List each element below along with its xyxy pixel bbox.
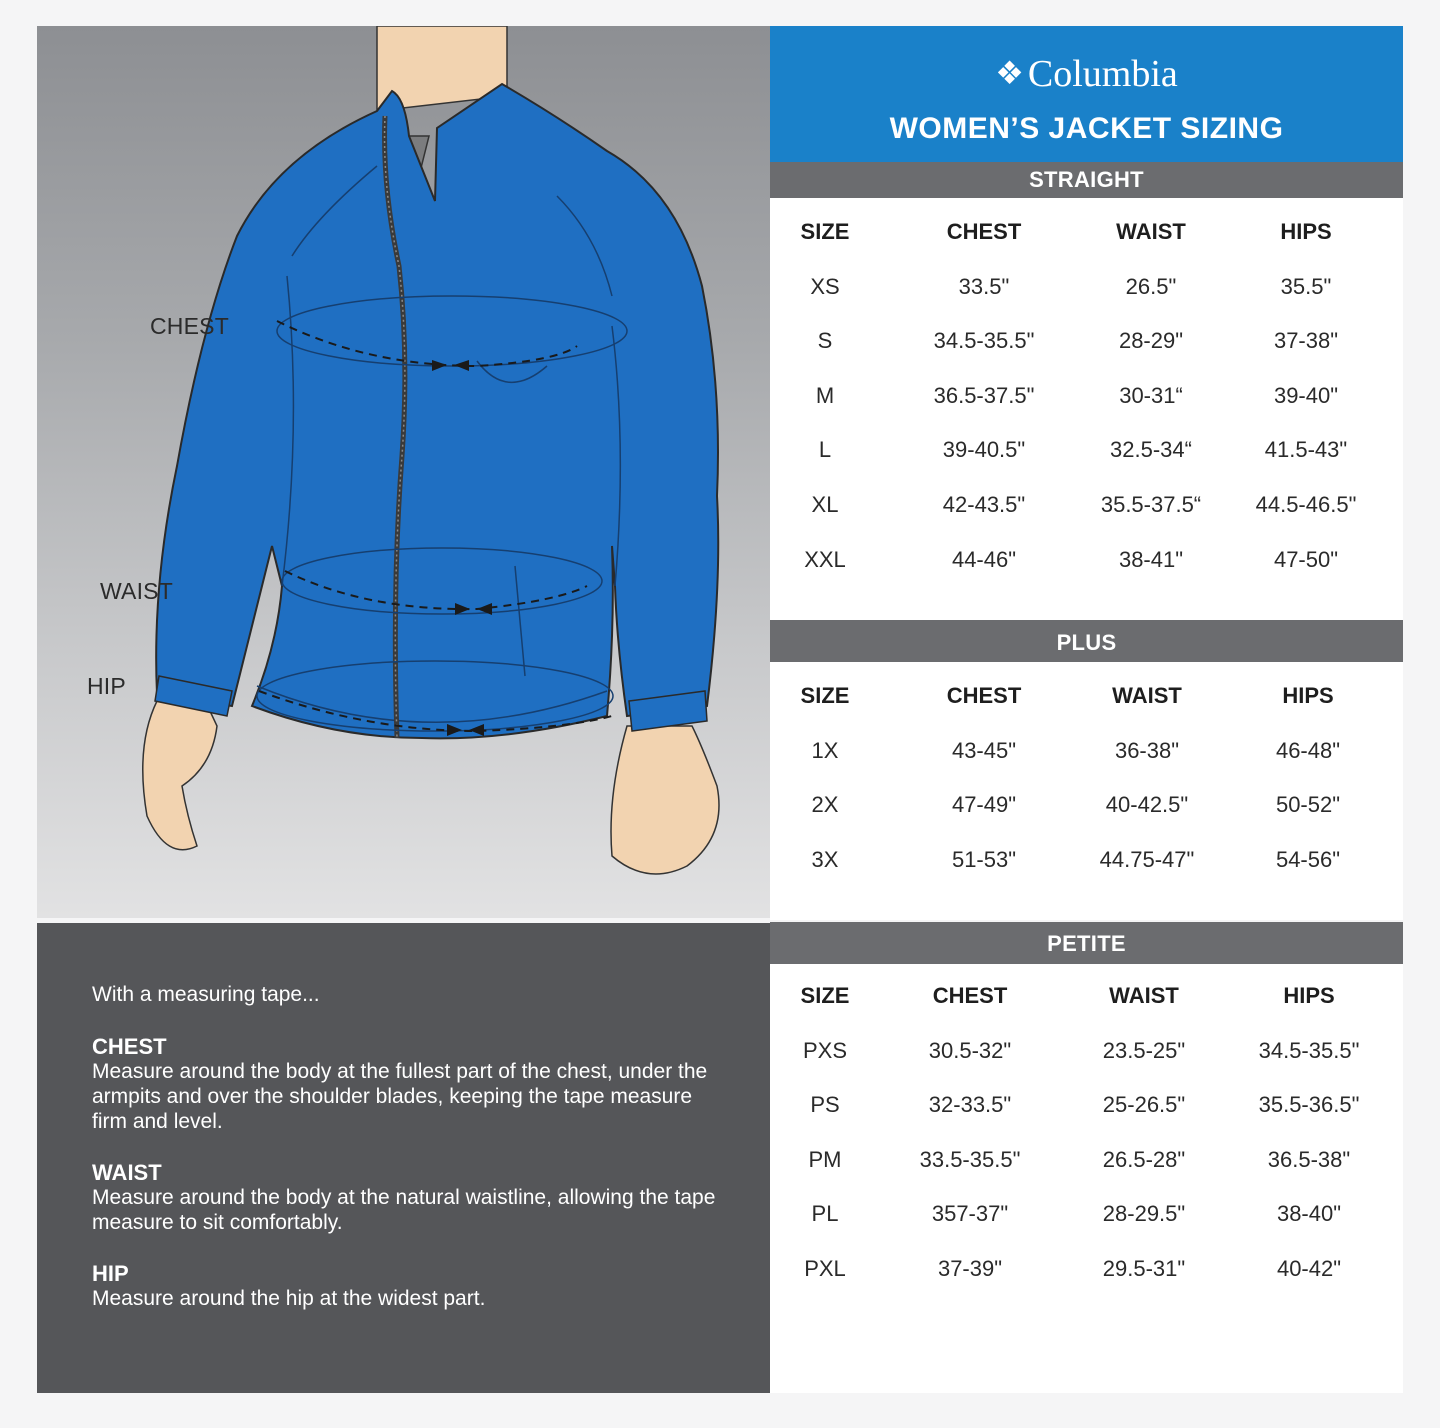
cell-waist: 30-31“ <box>1119 382 1183 408</box>
jacket-illustration <box>37 26 770 918</box>
cell-size: PS <box>810 1092 840 1118</box>
column-header-size: SIZE <box>800 683 850 708</box>
cell-hips: 47-50" <box>1273 546 1339 572</box>
column-header-waist: WAIST <box>1112 683 1182 708</box>
cell-size: PL <box>811 1201 839 1227</box>
waist-instruction <box>92 1161 732 1235</box>
cell-waist: 28-29.5" <box>1102 1201 1186 1227</box>
table-row <box>770 485 1403 525</box>
chest-label: CHEST <box>150 313 229 339</box>
table-row <box>770 1031 1403 1071</box>
cell-size: M <box>815 382 835 408</box>
cell-waist: 25-26.5" <box>1102 1092 1186 1118</box>
chart-header <box>770 26 1403 162</box>
cell-hips: 34.5-35.5" <box>1258 1037 1360 1063</box>
column-header-waist: WAIST <box>1116 219 1186 244</box>
table-row <box>770 1249 1403 1289</box>
waist-instruction-title: WAIST <box>92 1160 162 1185</box>
brand-name: Columbia <box>1027 53 1178 95</box>
waist-label: WAIST <box>100 578 173 604</box>
jacket-figure <box>37 26 770 918</box>
petite-section-title: PETITE <box>770 922 1403 964</box>
table-row <box>770 731 1403 771</box>
straight-table-header <box>770 212 1403 252</box>
column-header-chest: CHEST <box>932 983 1008 1008</box>
table-row <box>770 540 1403 580</box>
column-header-size: SIZE <box>800 219 850 244</box>
chest-instruction-title: CHEST <box>92 1034 167 1059</box>
chest-instruction <box>92 1035 732 1134</box>
cell-hips: 44.5-46.5" <box>1255 492 1357 517</box>
cell-size: PM <box>808 1146 842 1172</box>
petite-section <box>770 922 1403 1393</box>
column-header-waist: WAIST <box>1109 983 1179 1008</box>
brand-logo <box>770 52 1403 96</box>
measuring-instructions <box>37 923 772 1393</box>
cell-chest: 30.5-32" <box>928 1037 1012 1063</box>
plus-table-header <box>770 676 1403 716</box>
cell-size: XL <box>811 492 839 517</box>
table-row <box>770 430 1403 470</box>
column-header-chest: CHEST <box>946 219 1022 244</box>
cell-hips: 40-42" <box>1276 1256 1342 1281</box>
cell-size: S <box>817 328 833 354</box>
cell-size: L <box>818 437 832 463</box>
cell-hips: 46-48" <box>1275 737 1341 763</box>
cell-chest: 39-40.5" <box>942 437 1026 463</box>
cell-chest: 37-39" <box>937 1256 1003 1281</box>
straight-section <box>770 162 1403 620</box>
cell-chest: 357-37" <box>931 1201 1009 1227</box>
cell-waist: 32.5-34“ <box>1110 437 1192 463</box>
column-header-hips: HIPS <box>1282 683 1334 708</box>
cell-chest: 33.5" <box>958 273 1010 299</box>
cell-hips: 54-56" <box>1275 846 1341 872</box>
table-row <box>770 267 1403 307</box>
cell-size: 2X <box>811 792 839 818</box>
cell-waist: 38-41" <box>1118 546 1184 572</box>
plus-section <box>770 620 1403 920</box>
cell-size: 1X <box>811 737 839 763</box>
hip-instruction-text: Measure around the hip at the widest part. <box>92 1287 486 1310</box>
cell-chest: 44-46" <box>951 546 1017 572</box>
cell-waist: 29.5-31" <box>1102 1256 1186 1281</box>
cell-hips: 35.5-36.5" <box>1258 1092 1360 1118</box>
cell-chest: 51-53" <box>951 846 1017 872</box>
columbia-diamond-logo-icon: ❖ <box>995 55 1024 91</box>
column-header-chest: CHEST <box>946 683 1022 708</box>
cell-chest: 36.5-37.5" <box>933 382 1035 408</box>
hip-instruction <box>92 1262 732 1311</box>
table-row <box>770 1085 1403 1125</box>
table-row <box>770 376 1403 416</box>
cell-hips: 36.5-38" <box>1267 1146 1351 1172</box>
cell-chest: 43-45" <box>951 737 1017 763</box>
cell-chest: 47-49" <box>951 792 1017 818</box>
cell-hips: 39-40" <box>1273 382 1339 408</box>
hip-instruction-title: HIP <box>92 1261 129 1286</box>
cell-size: PXS <box>802 1037 848 1063</box>
cell-waist: 26.5-28" <box>1102 1146 1186 1172</box>
cell-size: 3X <box>811 846 839 872</box>
cell-hips: 37-38" <box>1273 328 1339 354</box>
table-row <box>770 1194 1403 1234</box>
table-row <box>770 321 1403 361</box>
cell-waist: 44.75-47" <box>1099 846 1195 872</box>
cell-size: XS <box>810 273 840 299</box>
cell-size: XXL <box>804 546 846 572</box>
cell-waist: 28-29" <box>1118 328 1184 354</box>
table-row <box>770 840 1403 880</box>
cell-waist: 23.5-25" <box>1102 1037 1186 1063</box>
cell-waist: 26.5" <box>1125 273 1177 299</box>
straight-section-title: STRAIGHT <box>770 162 1403 198</box>
hip-label: HIP <box>87 673 126 699</box>
waist-instruction-text: Measure around the body at the natural waistline, allowing the tape measure to sit comfortably. <box>92 1186 716 1234</box>
instructions-intro: With a measuring tape... <box>92 983 320 1006</box>
cell-hips: 38-40" <box>1276 1201 1342 1227</box>
chest-instruction-text: Measure around the body at the fullest part of the chest, under the armpits and over the shoulder blades, keeping the tape measure firm and level. <box>92 1060 708 1133</box>
cell-waist: 35.5-37.5“ <box>1100 492 1202 517</box>
table-row <box>770 1140 1403 1180</box>
column-header-hips: HIPS <box>1280 219 1332 244</box>
cell-waist: 40-42.5" <box>1105 792 1189 818</box>
cell-hips: 41.5-43" <box>1264 437 1348 463</box>
cell-hips: 50-52" <box>1275 792 1341 818</box>
plus-section-title: PLUS <box>770 620 1403 662</box>
column-header-size: SIZE <box>800 983 850 1008</box>
cell-chest: 33.5-35.5" <box>919 1146 1021 1172</box>
cell-waist: 36-38" <box>1114 737 1180 763</box>
cell-chest: 42-43.5" <box>942 492 1026 517</box>
cell-hips: 35.5" <box>1280 273 1332 299</box>
cell-size: PXL <box>804 1256 846 1281</box>
cell-chest: 34.5-35.5" <box>933 328 1035 354</box>
column-header-hips: HIPS <box>1283 983 1335 1008</box>
table-row <box>770 785 1403 825</box>
petite-table-header <box>770 976 1403 1016</box>
cell-chest: 32-33.5" <box>928 1092 1012 1118</box>
chart-title: WOMEN’S JACKET SIZING <box>889 112 1284 145</box>
